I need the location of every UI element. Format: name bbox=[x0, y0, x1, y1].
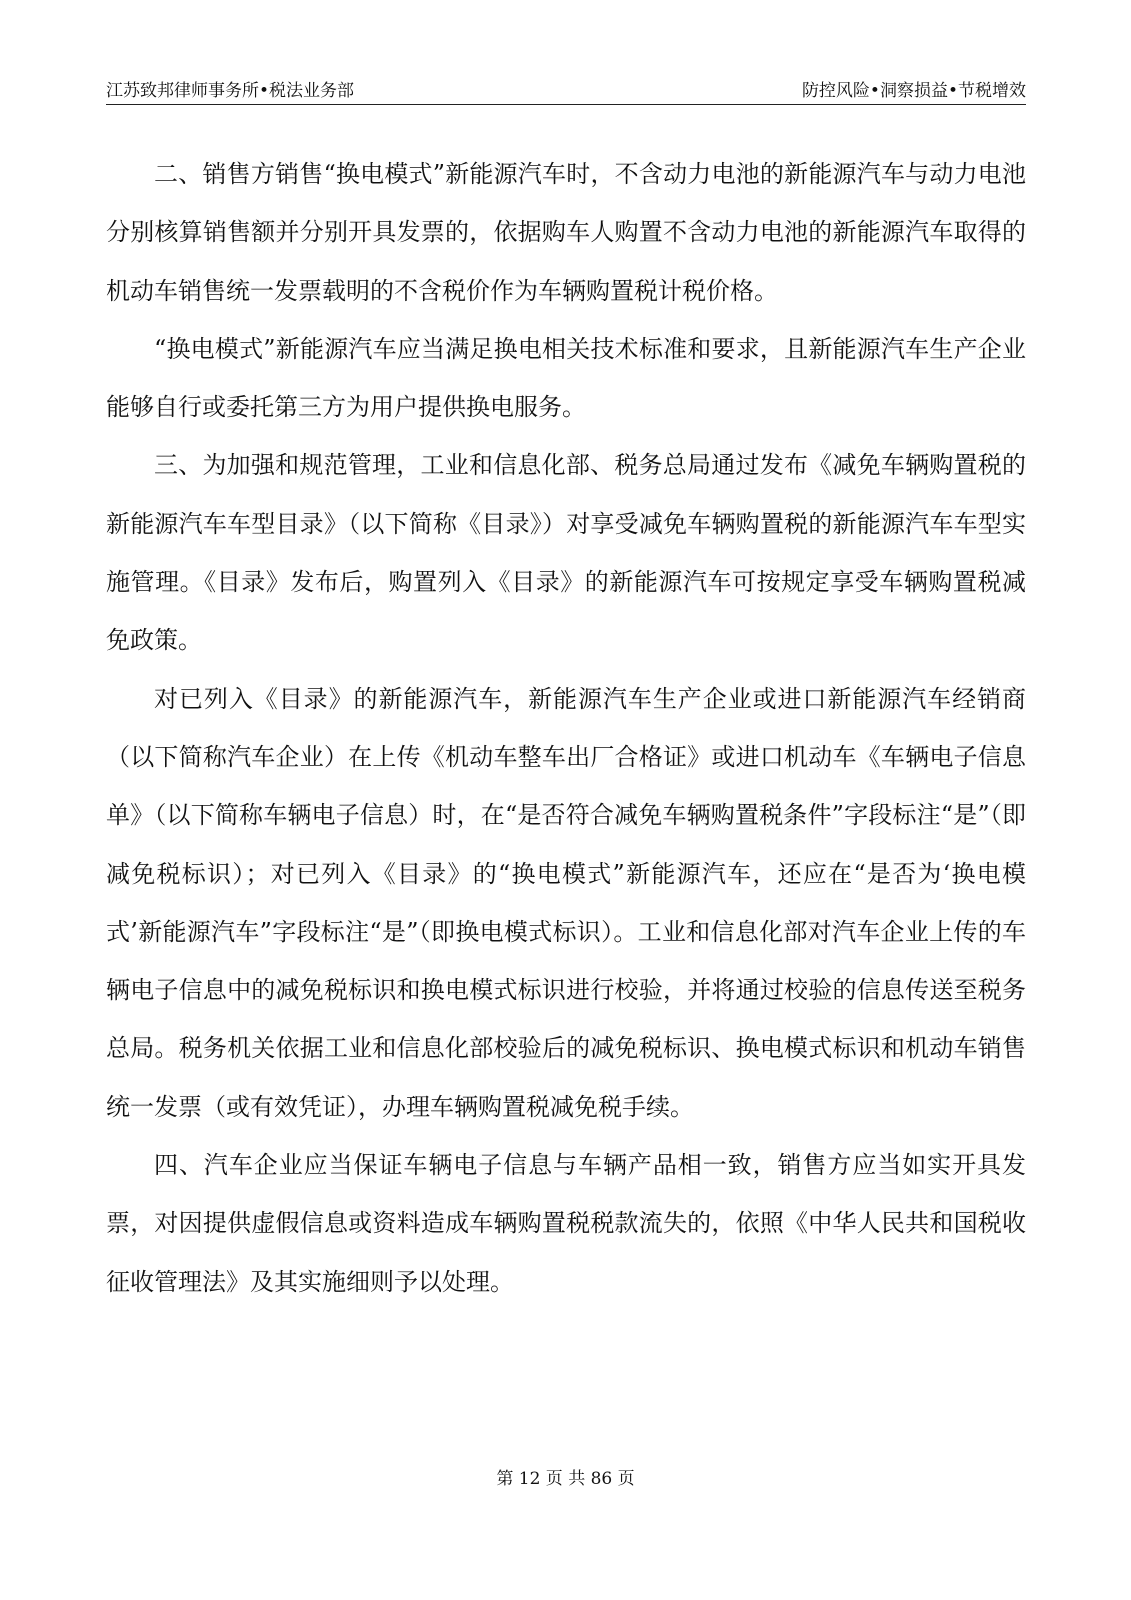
page-footer bbox=[0, 1468, 1131, 1490]
paragraph-catalog-management: 三、为加强和规范管理，工业和信息化部、税务总局通过发布《减免车辆购置税的新能源汽车车型目录》（以下简称《目录》）对享受减免车辆购置税的新能源汽车车型实施管理。《目录》发布后，购置列入《目录》的新能源汽车可按规定享受车辆购置税减免政策。 bbox=[106, 451, 1026, 655]
document-body bbox=[106, 145, 1026, 1311]
paragraph-battery-swap-standards: “换电模式”新能源汽车应当满足换电相关技术标准和要求，且新能源汽车生产企业能够自行或委托第三方为用户提供换电服务。 bbox=[106, 334, 1026, 422]
footer-total-pages: 86 bbox=[590, 1469, 613, 1489]
page-header bbox=[106, 78, 1026, 105]
header-firm-name: 江苏致邦律师事务所•税法业务部 bbox=[106, 81, 355, 101]
paragraph-sales-invoicing: 二、销售方销售“换电模式”新能源汽车时，不含动力电池的新能源汽车与动力电池分别核算销售额并分别开具发票的，依据购车人购置不含动力电池的新能源汽车取得的机动车销售统一发票载明的不含税价作为车辆购置税计税价格。 bbox=[106, 160, 1026, 305]
paragraph-vehicle-electronic-info: 对已列入《目录》的新能源汽车，新能源汽车生产企业或进口新能源汽车经销商（以下简称汽车企业）在上传《机动车整车出厂合格证》或进口机动车《车辆电子信息单》（以下简称车辆电子信息）时，在“是否符合减免车辆购置税条件”字段标注“是”（即减免税标识）；对已列入《目录》的“换电模式”新能源汽车，还应在“是否为‘换电模式’新能源汽车”字段标注“是”（即换电模式标识）。工业和信息化部对汽车企业上传的车辆电子信息中的减免税标识和换电模式标识进行校验，并将通过校验的信息传送至税务总局。税务机关依据工业和信息化部校验后的减免税标识、换电模式标识和机动车销售统一发票（或有效凭证），办理车辆购置税减免税手续。 bbox=[106, 684, 1026, 1121]
footer-prefix: 第 bbox=[496, 1469, 514, 1489]
footer-page-number: 12 bbox=[518, 1469, 541, 1489]
footer-suffix: 页 bbox=[617, 1469, 635, 1489]
footer-middle: 页 共 bbox=[545, 1469, 586, 1489]
paragraph-enterprise-obligations: 四、汽车企业应当保证车辆电子信息与车辆产品相一致，销售方应当如实开具发票，对因提供虚假信息或资料造成车辆购置税税款流失的，依照《中华人民共和国税收征收管理法》及其实施细则予以处理。 bbox=[106, 1151, 1026, 1296]
header-slogan: 防控风险•洞察损益•节税增效 bbox=[801, 81, 1026, 101]
